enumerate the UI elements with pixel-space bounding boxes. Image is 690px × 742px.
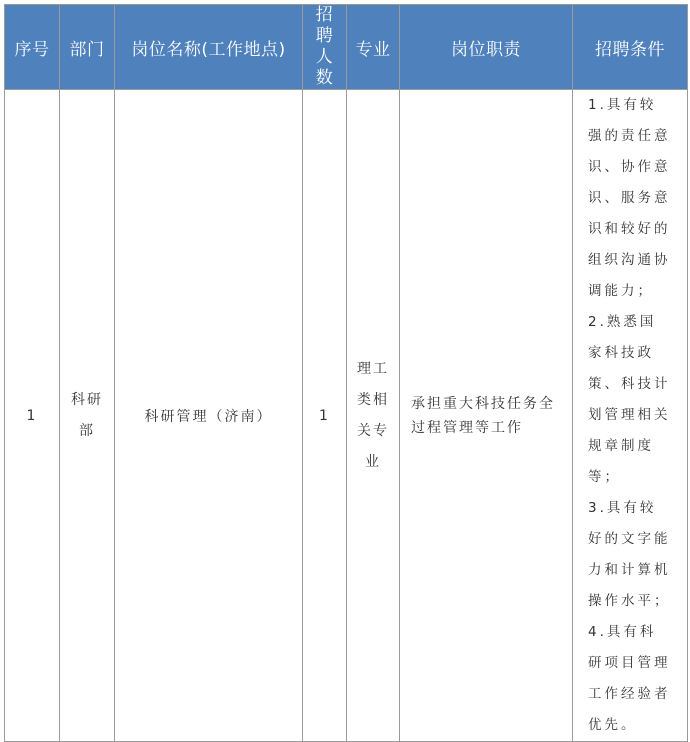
cell-headcount: 1 — [303, 90, 347, 742]
requirements-text — [588, 90, 672, 741]
major-text: 理工类相关专业 — [357, 360, 389, 470]
header-position: 岗位名称(工作地点) — [115, 5, 303, 90]
header-major: 专业 — [347, 5, 400, 90]
duties-text: 承担重大科技任务全过程管理等工作 — [411, 395, 555, 436]
table-header-row — [5, 5, 688, 90]
requirement-item: 2.熟悉国家科技政策、科技计划管理相关规章制度等； — [588, 314, 671, 485]
header-department: 部门 — [60, 5, 115, 90]
cell-index: 1 — [5, 90, 60, 742]
requirement-item: 1.具有较强的责任意识、协作意识、服务意识和较好的组织沟通协调能力； — [588, 97, 671, 299]
header-duties: 岗位职责 — [400, 5, 573, 90]
header-headcount — [303, 5, 347, 90]
header-requirements: 招聘条件 — [573, 5, 688, 90]
recruitment-table — [4, 4, 688, 742]
requirement-item: 3.具有较好的文字能力和计算机操作水平； — [588, 500, 671, 609]
cell-position: 科研管理（济南） — [115, 90, 303, 742]
header-headcount-text: 招聘人数 — [315, 5, 334, 88]
department-text: 科研部 — [71, 391, 103, 439]
recruitment-table-container — [4, 4, 687, 733]
requirement-item: 4.具有科研项目管理工作经验者优先。 — [588, 624, 671, 733]
header-index: 序号 — [5, 5, 60, 90]
